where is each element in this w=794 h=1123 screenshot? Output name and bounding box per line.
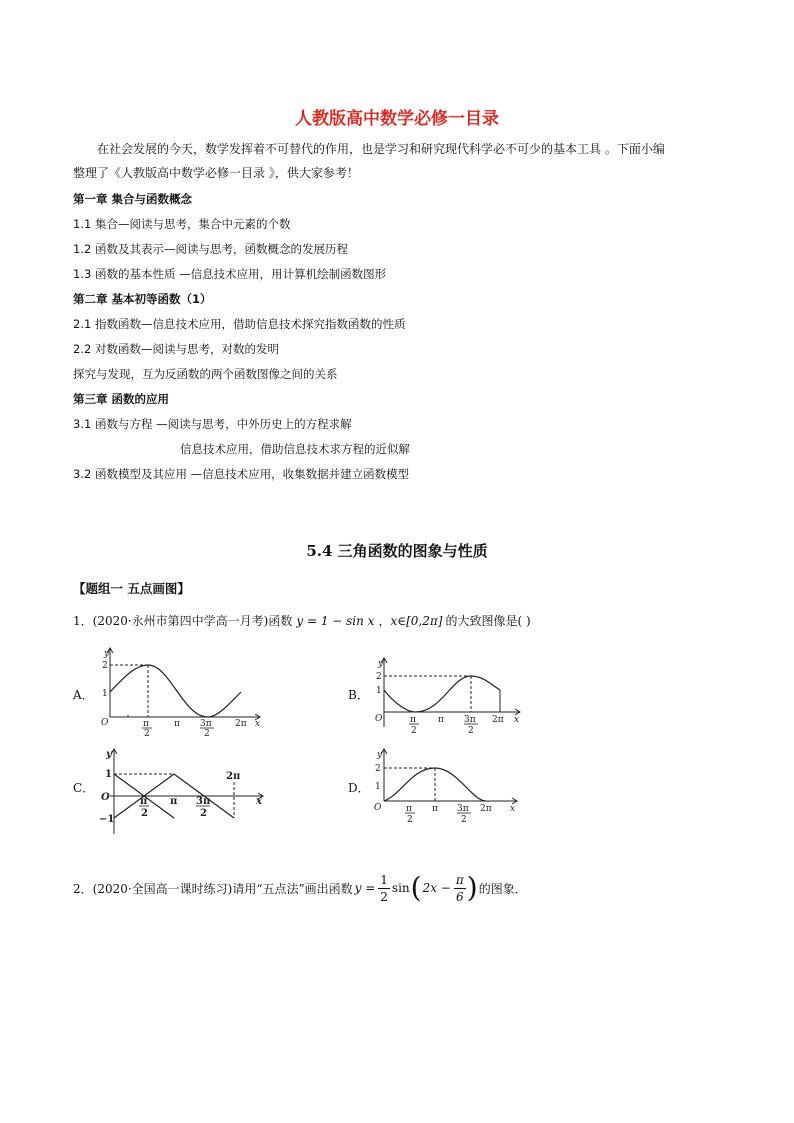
option-c-label: C． [73,781,95,795]
option-a-label: A． [73,688,94,702]
q2-inner: 2x − [422,881,451,895]
tick-pi-den: 2 [144,729,150,737]
y-label: y [378,659,384,669]
x-label: x [514,715,520,725]
tick-1: 1 [376,686,382,696]
q1-domain: x∈[0,2π] [390,614,443,628]
group-title: 【题组一 五点画图】 [73,581,190,596]
tick-pi-num: π [143,719,149,729]
graph-option-c[interactable] [98,746,273,838]
tick-neg1: −1 [99,814,115,825]
tick-pi-num: π [406,804,412,814]
graph-option-a[interactable] [98,645,268,737]
x-label: x [256,796,262,807]
curve [384,676,500,712]
toc-chapter-1: 第一章 集合与函数概念 [73,192,193,206]
tick-pi-den: 2 [411,726,417,736]
toc-item-1-2: 1.2 函数及其表示—阅读与思考，函数概念的发展历程 [73,242,348,256]
origin: O [101,792,110,803]
tick-3pi-num: 3π [464,715,476,725]
tick-2: 2 [102,661,108,671]
tick-3pi-num: 3π [196,796,211,807]
tick-3pi-den: 2 [468,726,474,736]
q2-fraction-half: $\frac{1}{2}$ [380,872,388,904]
q2-fraction-pi6: $\frac{\pi}{6}$ [455,872,464,904]
intro-line-1: 在社会发展的今天，数学发挥着不可替代的作用，也是学习和研究现代科学必不可少的基本工具 。下面小编 [97,142,665,156]
tick-3pi-den: 2 [204,729,210,737]
tick-3pi-num: 3π [457,804,469,814]
question-2: 2．(2020·全国高一课时练习)请用“五点法”画出函数 y = $\frac{1}{2}$ sin ( 2x − $\frac{\pi}{6}$ ) 的图象． [73,871,527,904]
question-1: 1．(2020·永州市第四中学高一月考)函数 y = 1 − sin x ，x∈[0,2π] 的大致图像是( ) [73,614,531,628]
tick-pi-num: π [140,796,148,807]
tick-2: 2 [376,672,382,682]
toc-item-1-1: 1.1 集合—阅读与思考，集合中元素的个数 [73,217,291,231]
curve [110,665,241,717]
toc-item-2-2: 2.2 对数函数—阅读与思考，对数的发明 [73,342,279,356]
toc-item-1-3: 1.3 函数的基本性质 —信息技术应用，用计算机绘制函数图形 [73,267,387,281]
tick-2: 2 [375,764,381,774]
tick-3pi-num: 3π [200,719,212,729]
q2-sin: sin [391,881,410,895]
tick-1: 1 [105,769,112,780]
x-label: x [510,804,516,814]
origin: O [375,714,383,724]
option-d-label: D． [348,781,370,795]
toc-item-3-2: 3.2 函数模型及其应用 —信息技术应用，收集数据并建立函数模型 [73,467,410,481]
section-title: 5.4 三角函数的图象与性质 [306,542,488,560]
toc-chapter-2: 第二章 基本初等函数（1） [73,292,212,306]
tick-pi: π [438,715,444,725]
tick-pi-den: 2 [407,815,413,825]
tick-2pi: 2π [480,804,492,814]
tick-2pi: 2π [235,719,247,729]
origin: O [374,803,382,813]
origin: O [101,718,109,728]
q2-prefix: 2．(2020·全国高一课时练习)请用“五点法”画出函数 [73,881,353,896]
q1-prefix: 1．(2020·永州市第四中学高一月考)函数 [73,614,293,628]
tick-2pi: 2π [492,715,504,725]
q2-y-eq: y = [354,881,376,895]
toc-chapter-3: 第三章 函数的应用 [73,392,170,406]
toc-item-3-1-sub: 信息技术应用，借助信息技术求方程的近似解 [180,442,410,456]
tick-pi: π [170,796,178,807]
document-title: 人教版高中数学必修一目录 [295,109,499,129]
toc-item-3-1: 3.1 函数与方程 —阅读与思考，中外历史上的方程求解 [73,417,352,431]
q2-suffix: 的图象． [478,881,527,896]
tick-3pi-den: 2 [200,808,207,819]
graph-option-b[interactable] [372,655,527,737]
intro-line-2: 整理了《人教版高中数学必修一目录 》，供大家参考！ [73,166,359,180]
tick-1: 1 [375,782,381,792]
tick-3pi-den: 2 [461,815,467,825]
graph-option-d[interactable] [372,746,522,828]
y-label: y [104,649,110,659]
option-b-label: B． [348,688,369,702]
toc-item-2-1: 2.1 指数函数—信息技术应用，借助信息技术探究指数函数的性质 [73,317,406,331]
y-label: y [106,749,112,760]
tick-pi-den: 2 [141,808,148,819]
tick-pi: π [432,804,438,814]
toc-item-2-extra: 探究与发现，互为反函数的两个函数图像之间的关系 [73,367,338,381]
x-label: x [255,719,261,729]
tick-2pi: 2π [226,771,241,782]
y-label: y [377,750,383,760]
tick-pi-num: π [410,715,416,725]
q1-function: y = 1 − sin x [296,614,375,628]
tick-1: 1 [102,689,108,699]
q1-suffix: 的大致图像是( ) [445,614,531,628]
tick-pi: π [174,719,180,729]
